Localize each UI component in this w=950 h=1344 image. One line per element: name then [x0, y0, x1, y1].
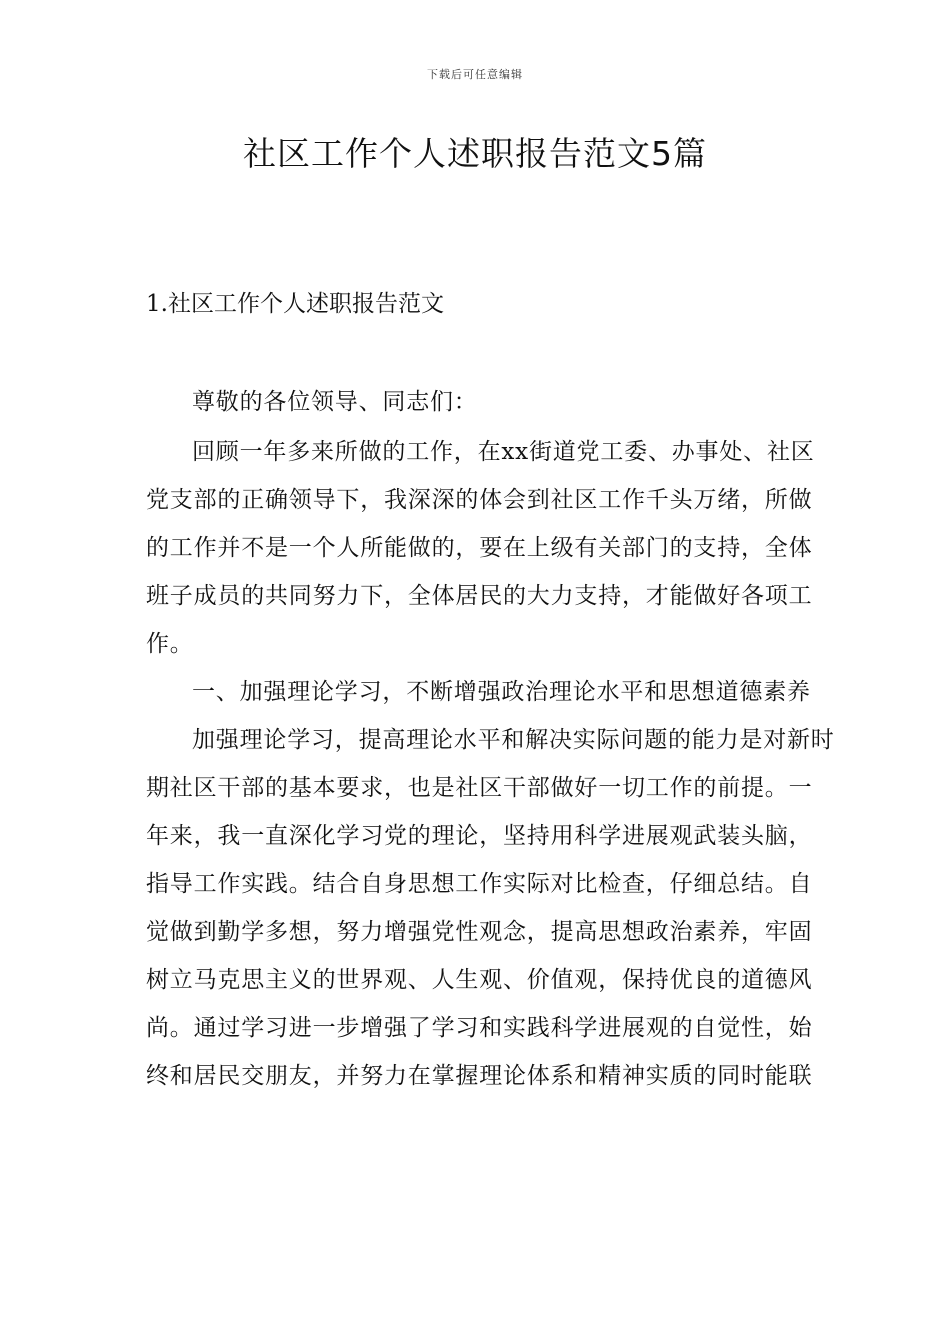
document-title: 社区工作个人述职报告范文5篇 — [243, 134, 707, 173]
section-subheading-paragraph: 一、加强理论学习，不断增强政治理论水平和思想道德素养 — [192, 679, 811, 705]
body-paragraph: 回顾一年多来所做的工作，在xx街道党工委、办事处、社区党支部的正确领导下，我深深的体会到社区工作千头万绪，所做的工作并不是一个人所能做的，要在上级有关部门的支持，全体班子成员的共同努力下，全体居民的大力支持，才能做好各项工作。 — [146, 439, 815, 657]
header-note: 下载后可任意编辑 — [427, 68, 523, 81]
section-heading: 1.社区工作个人述职报告范文 — [146, 291, 444, 317]
body-paragraph: 加强理论学习，提高理论水平和解决实际问题的能力是对新时期社区干部的基本要求，也是社区干部做好一切工作的前提。一年来，我一直深化学习党的理论，坚持用科学进展观武装头脑，指导工作实践。结合自身思想工作实际对比检查，仔细总结。自觉做到勤学多想，努力增强党性观念，提高思想政治素养，牢固树立马克思主义的世界观、人生观、价值观，保持优良的道德风尚。通过学习进一步增强了学习和实践科学进展观的自觉性，始终和居民交朋友，并努力在掌握理论体系和精神实质的同时能联 — [146, 727, 835, 1089]
document-body — [146, 378, 836, 1100]
greeting-paragraph: 尊敬的各位领导、同志们： — [192, 389, 478, 415]
